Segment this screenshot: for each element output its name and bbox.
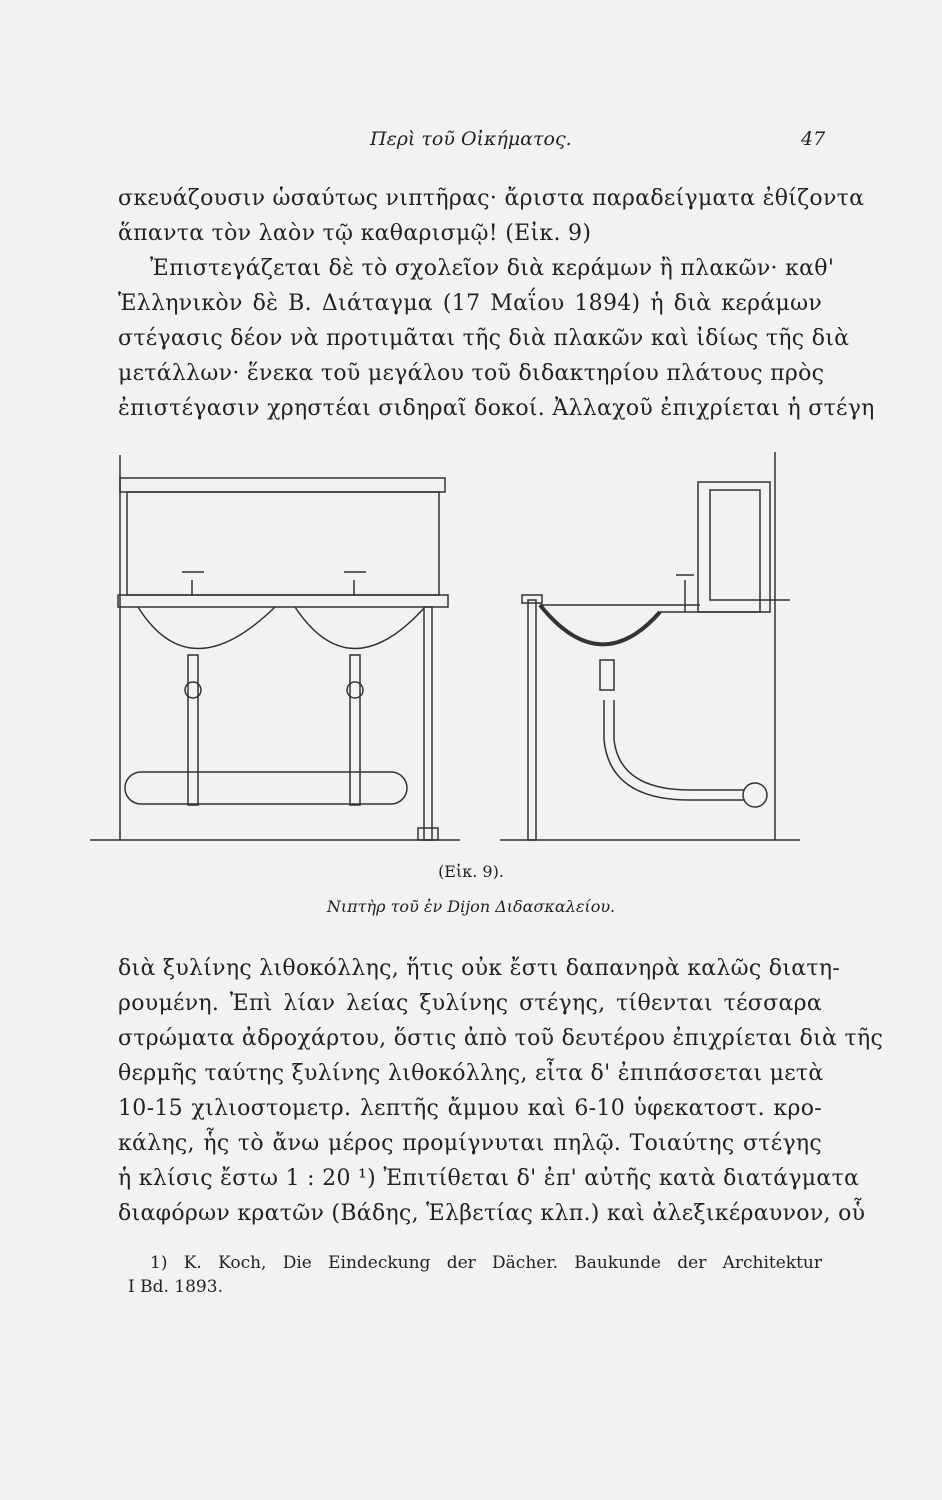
text-line: Ἑλληνικὸν δὲ Β. Διάταγμα (17 Μαΐου 1894) ἡ διὰ κεράμων <box>118 291 822 316</box>
text-line: διαφόρων κρατῶν (Βάδης, Ἑλβετίας κλπ.) καὶ ἀλεξικέραυνον, οὗ <box>118 1201 866 1226</box>
text-line: μετάλλων· ἕνεκα τοῦ μεγάλου τοῦ διδακτηρίου πλάτους πρὸς <box>118 361 825 386</box>
text-line: ρουμένη. Ἐπὶ λίαν λείας ξυλίνης στέγης, τίθενται τέσσαρα <box>118 991 822 1016</box>
text-line: σκευάζουσιν ὡσαύτως νιπτῆρας· ἄριστα παραδείγματα ἐθίζοντα <box>118 186 865 211</box>
figure-caption: Νιπτὴρ τοῦ ἐν Dijon Διδασκαλείου. <box>326 897 616 916</box>
footnote-line: 1) K. Koch, Die Eindeckung der Dächer. Baukunde der Architektur <box>150 1253 822 1273</box>
text-line: ἅπαντα τὸν λαὸν τῷ καθαρισμῷ! (Εἰκ. 9) <box>118 221 592 246</box>
text-line: ἐπιστέγασιν χρηστέαι σιδηραῖ δοκοί. Ἀλλαχοῦ ἐπιχρίεται ἡ στέγη <box>118 396 875 421</box>
text-line: θερμῆς ταύτης ξυλίνης λιθοκόλλης, εἶτα δ' ἐπιπάσσεται μετὰ <box>118 1061 824 1086</box>
page-number: 47 <box>801 128 826 150</box>
text-line: Ἐπιστεγάζεται δὲ τὸ σχολεῖον διὰ κεράμων ἢ πλακῶν· καθ' <box>150 256 835 281</box>
text-line: στρώματα ἀδροχάρτου, ὅστις ἀπὸ τοῦ δευτέρου ἐπιχρίεται διὰ τῆς <box>118 1026 884 1051</box>
text-line: διὰ ξυλίνης λιθοκόλλης, ἥτις οὐκ ἔστι δαπανηρὰ καλῶς διατη- <box>118 956 841 981</box>
running-title: Περὶ τοῦ Οἰκήματος. <box>370 128 572 150</box>
text-line: στέγασις δέον νὰ προτιμᾶται τῆς διὰ πλακῶν καὶ ἰδίως τῆς διὰ <box>118 326 850 351</box>
text-line: κάλης, ἧς τὸ ἄνω μέρος προμίγνυται πηλῷ. Τοιαύτης στέγης <box>118 1131 822 1156</box>
figure-label: (Εἰκ. 9). <box>438 862 504 881</box>
text-line: ἡ κλίσις ἔστω 1 : 20 ¹) Ἐπιτίθεται δ' ἐπ' αὐτῆς κατὰ διατάγματα <box>118 1166 860 1191</box>
footnote-line: I Bd. 1893. <box>128 1277 223 1297</box>
text-line: 10-15 χιλιοστομετρ. λεπτῆς ἄμμου καὶ 6-10 ὑφεκατοστ. κρο- <box>118 1096 822 1121</box>
